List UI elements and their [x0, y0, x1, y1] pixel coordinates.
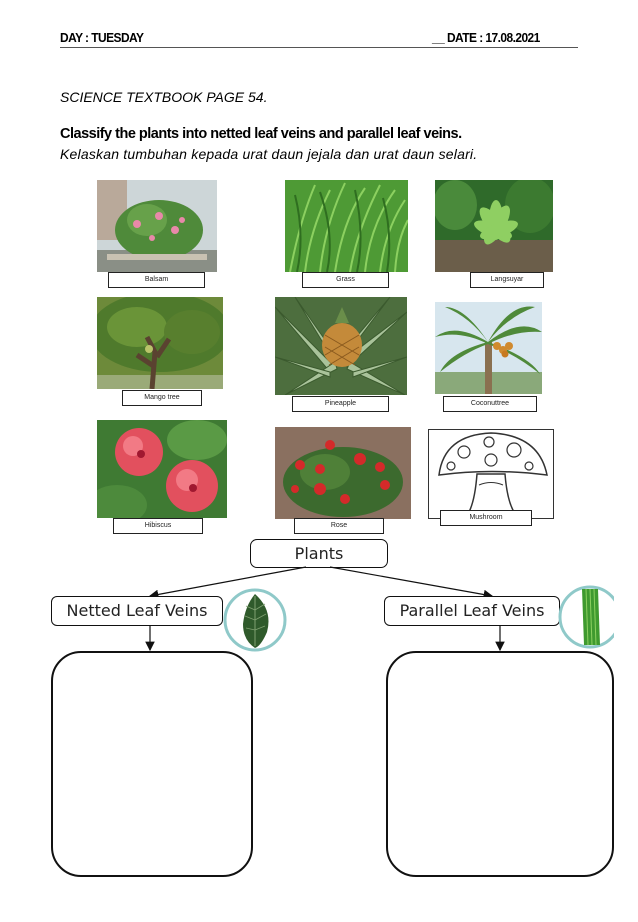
plants-root-box: Plants	[250, 539, 388, 568]
plant-label: Coconuttree	[443, 396, 537, 412]
plant-label: Pineapple	[292, 396, 389, 412]
instruction-malay: Kelaskan tumbuhan kepada urat daun jejala dan urat daun selari.	[60, 146, 478, 162]
instruction-english: Classify the plants into netted leaf veins and parallel leaf veins.	[60, 126, 462, 142]
parallel-leaf-veins-box: Parallel Leaf Veins	[384, 596, 560, 626]
plant-label: Rose	[294, 518, 384, 534]
textbook-reference: SCIENCE TEXTBOOK PAGE 54.	[60, 89, 268, 105]
plant-label: Balsam	[108, 272, 205, 288]
parallel-answer-box[interactable]	[386, 651, 614, 877]
plant-label: Hibiscus	[113, 518, 203, 534]
plant-label: Mushroom	[440, 510, 532, 526]
date-label: __ DATE : 17.08.2021	[432, 30, 540, 45]
netted-leaf-veins-box: Netted Leaf Veins	[51, 596, 223, 626]
netted-leaf-icon	[223, 588, 287, 652]
plant-label: Grass	[302, 272, 389, 288]
netted-answer-box[interactable]	[51, 651, 253, 877]
day-label: DAY : TUESDAY	[60, 30, 144, 45]
parallel-leaf-icon	[558, 585, 614, 649]
plant-label: Mango tree	[122, 390, 202, 406]
plant-label: Langsuyar	[470, 272, 544, 288]
